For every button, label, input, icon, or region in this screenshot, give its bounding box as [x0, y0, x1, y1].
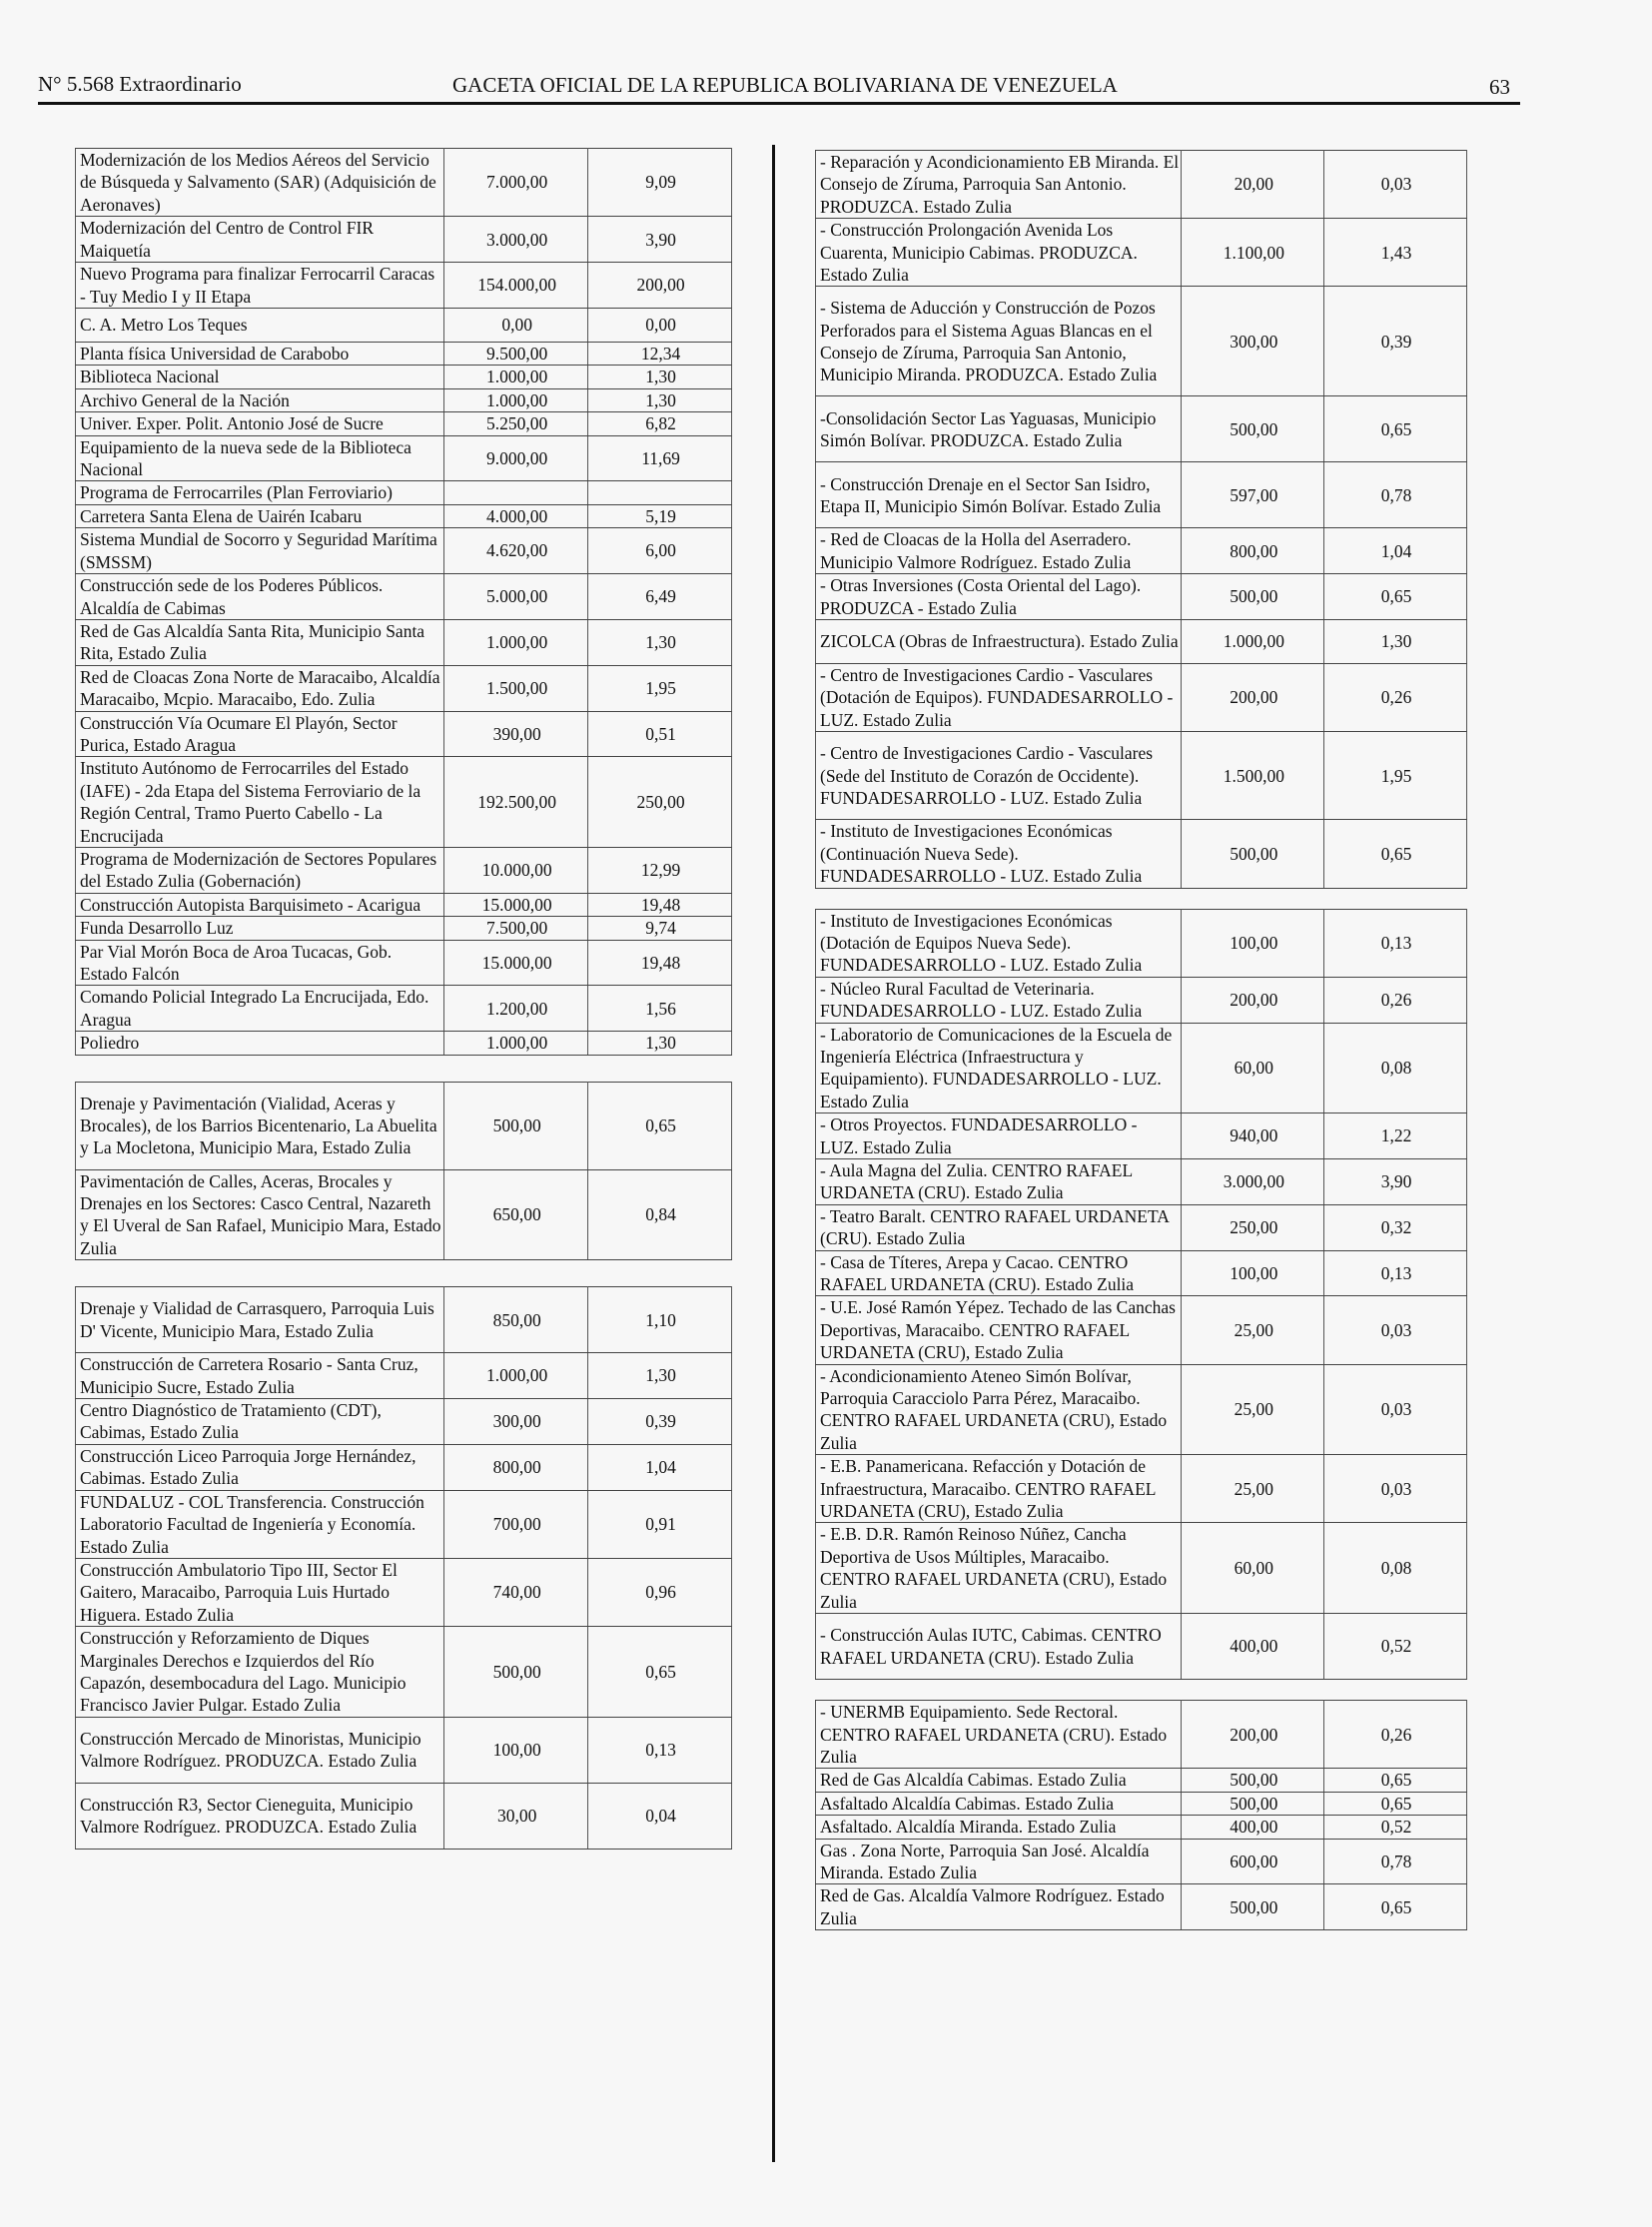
- project-description: Drenaje y Vialidad de Carrasquero, Parroquia Luis D' Vicente, Municipio Mara, Estado Zulia: [76, 1287, 444, 1353]
- project-description: Pavimentación de Calles, Aceras, Brocales y Drenajes en los Sectores: Casco Central, Nazareth y El Uveral de San Rafael, Municipio Mara, Estado Zulia: [76, 1169, 444, 1260]
- amount-value: 700,00: [444, 1490, 588, 1558]
- project-description: Construcción sede de los Poderes Públicos. Alcaldía de Cabimas: [76, 574, 444, 620]
- percentage-value: 1,30: [588, 1032, 732, 1055]
- project-description: Centro Diagnóstico de Tratamiento (CDT), Cabimas, Estado Zulia: [76, 1399, 444, 1445]
- percentage-value: 0,65: [1324, 1769, 1467, 1792]
- amount-value: 4.620,00: [444, 528, 588, 574]
- percentage-value: 5,19: [588, 504, 732, 527]
- table-row: [76, 149, 732, 217]
- project-description: - Instituto de Investigaciones Económicas (Dotación de Equipos Nueva Sede). FUNDADESARROLLO - LUZ. Estado Zulia: [816, 909, 1182, 977]
- amount-value: 192.500,00: [444, 757, 588, 848]
- percentage-value: 6,82: [588, 412, 732, 435]
- amount-value: 3.000,00: [1182, 1158, 1324, 1204]
- percentage-value: 0,52: [1324, 1816, 1467, 1839]
- project-description: Red de Cloacas Zona Norte de Maracaibo, Alcaldía Maracaibo, Mcpio. Maracaibo, Edo. Zulia: [76, 665, 444, 711]
- budget-table: [75, 1286, 732, 1850]
- percentage-value: 1,04: [1324, 528, 1467, 574]
- project-description: Construcción Ambulatorio Tipo III, Sector El Gaitero, Maracaibo, Parroquia Luis Hurtado Higuera. Estado Zulia: [76, 1558, 444, 1626]
- percentage-value: 0,52: [1324, 1614, 1467, 1680]
- project-description: - UNERMB Equipamiento. Sede Rectoral. CENTRO RAFAEL URDANETA (CRU). Estado Zulia: [816, 1701, 1182, 1769]
- table-row: [816, 620, 1467, 664]
- amount-value: 500,00: [1182, 1884, 1324, 1930]
- table-row: [76, 711, 732, 757]
- table-row: [816, 1204, 1467, 1250]
- amount-value: 1.500,00: [1182, 732, 1324, 820]
- percentage-value: 3,90: [588, 217, 732, 263]
- table-row: [76, 309, 732, 343]
- percentage-value: 0,13: [1324, 1250, 1467, 1296]
- table-row: [76, 263, 732, 309]
- project-description: Programa de Ferrocarriles (Plan Ferroviario): [76, 481, 444, 504]
- table-row: [76, 1399, 732, 1445]
- amount-value: 10.000,00: [444, 847, 588, 893]
- percentage-value: 0,13: [588, 1717, 732, 1783]
- table-row: [816, 287, 1467, 396]
- table-row: [76, 1082, 732, 1169]
- project-description: Construcción de Carretera Rosario - Santa Cruz, Municipio Sucre, Estado Zulia: [76, 1353, 444, 1399]
- project-description: Instituto Autónomo de Ferrocarriles del Estado (IAFE) - 2da Etapa del Sistema Ferroviario de la Región Central, Tramo Puerto Cabello - La Encrucijada: [76, 757, 444, 848]
- amount-value: [444, 481, 588, 504]
- project-description: Asfaltado. Alcaldía Miranda. Estado Zulia: [816, 1816, 1182, 1839]
- amount-value: 500,00: [1182, 1792, 1324, 1815]
- percentage-value: 0,65: [588, 1082, 732, 1169]
- project-description: - Casa de Títeres, Arepa y Cacao. CENTRO RAFAEL URDANETA (CRU). Estado Zulia: [816, 1250, 1182, 1296]
- table-row: [816, 664, 1467, 732]
- amount-value: 1.500,00: [444, 665, 588, 711]
- percentage-value: 1,43: [1324, 219, 1467, 287]
- table-row: [816, 1296, 1467, 1364]
- amount-value: 500,00: [1182, 1769, 1324, 1792]
- amount-value: 740,00: [444, 1558, 588, 1626]
- table-row: [76, 1169, 732, 1260]
- table-row: [816, 977, 1467, 1023]
- amount-value: 850,00: [444, 1287, 588, 1353]
- percentage-value: 0,65: [1324, 1792, 1467, 1815]
- amount-value: 200,00: [1182, 664, 1324, 732]
- percentage-value: [588, 481, 732, 504]
- table-row: [76, 917, 732, 940]
- table-row: [76, 665, 732, 711]
- percentage-value: 1,95: [588, 665, 732, 711]
- amount-value: 154.000,00: [444, 263, 588, 309]
- project-description: - E.B. Panamericana. Refacción y Dotación de Infraestructura, Maracaibo. CENTRO RAFAEL URDANETA (CRU), Estado Zulia: [816, 1455, 1182, 1523]
- amount-value: 597,00: [1182, 462, 1324, 528]
- table-row: [76, 504, 732, 527]
- table-row: [76, 1032, 732, 1055]
- percentage-value: 0,65: [588, 1627, 732, 1718]
- percentage-value: 11,69: [588, 435, 732, 481]
- table-row: [816, 1839, 1467, 1884]
- table-row: [76, 412, 732, 435]
- project-description: Construcción Autopista Barquisimeto - Acarigua: [76, 893, 444, 916]
- amount-value: 1.000,00: [444, 619, 588, 665]
- table-row: [816, 574, 1467, 620]
- table-row: [816, 1250, 1467, 1296]
- percentage-value: 250,00: [588, 757, 732, 848]
- project-description: Construcción y Reforzamiento de Diques Marginales Derechos e Izquierdos del Río Capazón, desembocadura del Lago. Municipio Francisco Javier Pulgar. Estado Zulia: [76, 1627, 444, 1718]
- percentage-value: 0,65: [1324, 820, 1467, 888]
- amount-value: 7.500,00: [444, 917, 588, 940]
- percentage-value: 0,26: [1324, 977, 1467, 1023]
- project-description: Par Vial Morón Boca de Aroa Tucacas, Gob. Estado Falcón: [76, 940, 444, 986]
- amount-value: 300,00: [1182, 287, 1324, 396]
- project-description: - Acondicionamiento Ateneo Simón Bolívar, Parroquia Caracciolo Parra Pérez, Maracaibo. CENTRO RAFAEL URDANETA (CRU), Estado Zulia: [816, 1364, 1182, 1455]
- issue-number: N° 5.568 Extraordinario: [38, 72, 242, 96]
- amount-value: 500,00: [444, 1082, 588, 1169]
- amount-value: 0,00: [444, 309, 588, 343]
- project-description: - U.E. José Ramón Yépez. Techado de las Canchas Deportivas, Maracaibo. CENTRO RAFAEL URDANETA (CRU), Estado Zulia: [816, 1296, 1182, 1364]
- amount-value: 650,00: [444, 1169, 588, 1260]
- percentage-value: 0,39: [1324, 287, 1467, 396]
- amount-value: 400,00: [1182, 1614, 1324, 1680]
- percentage-value: 1,56: [588, 986, 732, 1032]
- left-column: [75, 148, 732, 1850]
- percentage-value: 0,00: [588, 309, 732, 343]
- project-description: Archivo General de la Nación: [76, 388, 444, 411]
- table-row: [816, 151, 1467, 219]
- percentage-value: 1,30: [588, 619, 732, 665]
- table-row: [76, 1783, 732, 1849]
- project-description: Construcción R3, Sector Cieneguita, Municipio Valmore Rodríguez. PRODUZCA. Estado Zulia: [76, 1783, 444, 1849]
- amount-value: 940,00: [1182, 1114, 1324, 1159]
- percentage-value: 0,78: [1324, 1839, 1467, 1884]
- amount-value: 500,00: [1182, 820, 1324, 888]
- table-row: [816, 1816, 1467, 1839]
- table-row: [816, 1158, 1467, 1204]
- percentage-value: 0,39: [588, 1399, 732, 1445]
- percentage-value: 1,30: [588, 1353, 732, 1399]
- page-number: 63: [1489, 75, 1510, 99]
- table-row: [816, 1884, 1467, 1930]
- table-row: [76, 1627, 732, 1718]
- amount-value: 15.000,00: [444, 893, 588, 916]
- amount-value: 1.000,00: [444, 388, 588, 411]
- amount-value: 200,00: [1182, 977, 1324, 1023]
- project-description: - Laboratorio de Comunicaciones de la Escuela de Ingeniería Eléctrica (Infraestructura y Equipamiento). FUNDADESARROLLO - LUZ. Estado Zulia: [816, 1023, 1182, 1114]
- amount-value: 500,00: [1182, 574, 1324, 620]
- percentage-value: 0,08: [1324, 1023, 1467, 1114]
- project-description: Univer. Exper. Polit. Antonio José de Sucre: [76, 412, 444, 435]
- percentage-value: 0,65: [1324, 396, 1467, 462]
- amount-value: 500,00: [1182, 396, 1324, 462]
- amount-value: 25,00: [1182, 1296, 1324, 1364]
- percentage-value: 6,00: [588, 528, 732, 574]
- table-row: [76, 217, 732, 263]
- percentage-value: 0,03: [1324, 1296, 1467, 1364]
- amount-value: 1.000,00: [444, 366, 588, 388]
- amount-value: 390,00: [444, 711, 588, 757]
- percentage-value: 1,30: [1324, 620, 1467, 664]
- project-description: Modernización de los Medios Aéreos del Servicio de Búsqueda y Salvamento (SAR) (Adquisición de Aeronaves): [76, 149, 444, 217]
- amount-value: 15.000,00: [444, 940, 588, 986]
- budget-table: [815, 909, 1467, 1681]
- table-row: [816, 820, 1467, 888]
- project-description: - Instituto de Investigaciones Económicas (Continuación Nueva Sede). FUNDADESARROLLO - LUZ. Estado Zulia: [816, 820, 1182, 888]
- project-description: Construcción Mercado de Minoristas, Municipio Valmore Rodríguez. PRODUZCA. Estado Zulia: [76, 1717, 444, 1783]
- percentage-value: 1,30: [588, 388, 732, 411]
- project-description: Programa de Modernización de Sectores Populares del Estado Zulia (Gobernación): [76, 847, 444, 893]
- amount-value: 25,00: [1182, 1455, 1324, 1523]
- project-description: - Teatro Baralt. CENTRO RAFAEL URDANETA (CRU). Estado Zulia: [816, 1204, 1182, 1250]
- percentage-value: 0,04: [588, 1783, 732, 1849]
- table-row: [76, 1558, 732, 1626]
- percentage-value: 3,90: [1324, 1158, 1467, 1204]
- percentage-value: 1,10: [588, 1287, 732, 1353]
- project-description: - Otros Proyectos. FUNDADESARROLLO - LUZ. Estado Zulia: [816, 1114, 1182, 1159]
- budget-table: [815, 150, 1467, 889]
- gazette-header: [38, 70, 1520, 105]
- percentage-value: 0,13: [1324, 909, 1467, 977]
- percentage-value: 1,22: [1324, 1114, 1467, 1159]
- amount-value: 250,00: [1182, 1204, 1324, 1250]
- project-description: Red de Gas Alcaldía Cabimas. Estado Zulia: [816, 1769, 1182, 1792]
- project-description: Red de Gas Alcaldía Santa Rita, Municipio Santa Rita, Estado Zulia: [76, 619, 444, 665]
- percentage-value: 0,78: [1324, 462, 1467, 528]
- budget-table: [75, 148, 732, 1056]
- percentage-value: 0,32: [1324, 1204, 1467, 1250]
- column-separator: [772, 145, 775, 2162]
- project-description: Poliedro: [76, 1032, 444, 1055]
- amount-value: 100,00: [1182, 909, 1324, 977]
- table-row: [816, 1769, 1467, 1792]
- percentage-value: 12,99: [588, 847, 732, 893]
- percentage-value: 200,00: [588, 263, 732, 309]
- project-description: Drenaje y Pavimentación (Vialidad, Aceras y Brocales), de los Barrios Bicentenario, La Abuelita y La Mocletona, Municipio Mara, Estado Zulia: [76, 1082, 444, 1169]
- project-description: - Centro de Investigaciones Cardio - Vasculares (Dotación de Equipos). FUNDADESARROLLO - LUZ. Estado Zulia: [816, 664, 1182, 732]
- table-row: [816, 1114, 1467, 1159]
- table-row: [76, 1444, 732, 1490]
- table-row: [76, 435, 732, 481]
- percentage-value: 0,65: [1324, 574, 1467, 620]
- project-description: - Construcción Aulas IUTC, Cabimas. CENTRO RAFAEL URDANETA (CRU). Estado Zulia: [816, 1614, 1182, 1680]
- percentage-value: 0,91: [588, 1490, 732, 1558]
- table-row: [76, 757, 732, 848]
- table-row: [816, 219, 1467, 287]
- project-description: - Núcleo Rural Facultad de Veterinaria. FUNDADESARROLLO - LUZ. Estado Zulia: [816, 977, 1182, 1023]
- amount-value: 1.000,00: [444, 1032, 588, 1055]
- table-row: [76, 528, 732, 574]
- percentage-value: 19,48: [588, 893, 732, 916]
- percentage-value: 12,34: [588, 343, 732, 366]
- project-description: Comando Policial Integrado La Encrucijada, Edo. Aragua: [76, 986, 444, 1032]
- amount-value: 4.000,00: [444, 504, 588, 527]
- table-row: [76, 1490, 732, 1558]
- table-row: [816, 1792, 1467, 1815]
- table-row: [816, 462, 1467, 528]
- table-row: [76, 481, 732, 504]
- amount-value: 100,00: [444, 1717, 588, 1783]
- percentage-value: 0,84: [588, 1169, 732, 1260]
- table-row: [816, 732, 1467, 820]
- project-description: Construcción Vía Ocumare El Playón, Sector Purica, Estado Aragua: [76, 711, 444, 757]
- amount-value: 20,00: [1182, 151, 1324, 219]
- project-description: Equipamiento de la nueva sede de la Biblioteca Nacional: [76, 435, 444, 481]
- project-description: Gas . Zona Norte, Parroquia San José. Alcaldía Miranda. Estado Zulia: [816, 1839, 1182, 1884]
- amount-value: 30,00: [444, 1783, 588, 1849]
- project-description: - Red de Cloacas de la Holla del Aserradero. Municipio Valmore Rodríguez. Estado Zulia: [816, 528, 1182, 574]
- amount-value: 5.250,00: [444, 412, 588, 435]
- percentage-value: 9,74: [588, 917, 732, 940]
- project-description: - Construcción Prolongación Avenida Los Cuarenta, Municipio Cabimas. PRODUZCA. Estado Zulia: [816, 219, 1182, 287]
- amount-value: 25,00: [1182, 1364, 1324, 1455]
- amount-value: 100,00: [1182, 1250, 1324, 1296]
- amount-value: 300,00: [444, 1399, 588, 1445]
- project-description: Funda Desarrollo Luz: [76, 917, 444, 940]
- table-row: [816, 1523, 1467, 1614]
- amount-value: 60,00: [1182, 1523, 1324, 1614]
- percentage-value: 1,30: [588, 366, 732, 388]
- table-row: [76, 1353, 732, 1399]
- project-description: - Sistema de Aducción y Construcción de Pozos Perforados para el Sistema Aguas Blancas en el Consejo de Zíruma, Parroquia San Antonio, Municipio Miranda. PRODUZCA. Estado Zulia: [816, 287, 1182, 396]
- percentage-value: 19,48: [588, 940, 732, 986]
- amount-value: 400,00: [1182, 1816, 1324, 1839]
- table-row: [76, 893, 732, 916]
- table-row: [76, 847, 732, 893]
- budget-table: [75, 1082, 732, 1261]
- percentage-value: 6,49: [588, 574, 732, 620]
- percentage-value: 0,26: [1324, 664, 1467, 732]
- amount-value: 5.000,00: [444, 574, 588, 620]
- amount-value: 1.000,00: [1182, 620, 1324, 664]
- table-row: [76, 1287, 732, 1353]
- table-row: [76, 574, 732, 620]
- table-row: [76, 619, 732, 665]
- project-description: - Reparación y Acondicionamiento EB Miranda. El Consejo de Zíruma, Parroquia San Antonio. PRODUZCA. Estado Zulia: [816, 151, 1182, 219]
- gazette-title: GACETA OFICIAL DE LA REPUBLICA BOLIVARIANA DE VENEZUELA: [452, 73, 1118, 97]
- amount-value: 200,00: [1182, 1701, 1324, 1769]
- project-description: Red de Gas. Alcaldía Valmore Rodríguez. Estado Zulia: [816, 1884, 1182, 1930]
- project-description: FUNDALUZ - COL Transferencia. Construcción Laboratorio Facultad de Ingeniería y Economía. Estado Zulia: [76, 1490, 444, 1558]
- table-row: [816, 1614, 1467, 1680]
- amount-value: 800,00: [1182, 528, 1324, 574]
- table-row: [76, 343, 732, 366]
- table-row: [816, 1455, 1467, 1523]
- amount-value: 500,00: [444, 1627, 588, 1718]
- project-description: Construcción Liceo Parroquia Jorge Hernández, Cabimas. Estado Zulia: [76, 1444, 444, 1490]
- table-row: [76, 1717, 732, 1783]
- amount-value: 3.000,00: [444, 217, 588, 263]
- percentage-value: 0,96: [588, 1558, 732, 1626]
- amount-value: 9.000,00: [444, 435, 588, 481]
- project-description: Nuevo Programa para finalizar Ferrocarril Caracas - Tuy Medio I y II Etapa: [76, 263, 444, 309]
- table-row: [816, 528, 1467, 574]
- table-row: [816, 1701, 1467, 1769]
- percentage-value: 1,95: [1324, 732, 1467, 820]
- table-row: [816, 396, 1467, 462]
- project-description: Carretera Santa Elena de Uairén Icabaru: [76, 504, 444, 527]
- percentage-value: 0,03: [1324, 1455, 1467, 1523]
- amount-value: 600,00: [1182, 1839, 1324, 1884]
- table-row: [76, 940, 732, 986]
- percentage-value: 0,65: [1324, 1884, 1467, 1930]
- table-row: [76, 388, 732, 411]
- percentage-value: 0,08: [1324, 1523, 1467, 1614]
- project-description: - Construcción Drenaje en el Sector San Isidro, Etapa II, Municipio Simón Bolívar. Estado Zulia: [816, 462, 1182, 528]
- percentage-value: 0,51: [588, 711, 732, 757]
- table-row: [76, 986, 732, 1032]
- project-description: Modernización del Centro de Control FIR Maiquetía: [76, 217, 444, 263]
- right-column: [815, 150, 1467, 1930]
- project-description: - Aula Magna del Zulia. CENTRO RAFAEL URDANETA (CRU). Estado Zulia: [816, 1158, 1182, 1204]
- project-description: Asfaltado Alcaldía Cabimas. Estado Zulia: [816, 1792, 1182, 1815]
- project-description: Sistema Mundial de Socorro y Seguridad Marítima (SMSSM): [76, 528, 444, 574]
- project-description: -Consolidación Sector Las Yaguasas, Municipio Simón Bolívar. PRODUZCA. Estado Zulia: [816, 396, 1182, 462]
- table-row: [816, 909, 1467, 977]
- table-row: [816, 1364, 1467, 1455]
- table-row: [816, 1023, 1467, 1114]
- project-description: - Otras Inversiones (Costa Oriental del Lago). PRODUZCA - Estado Zulia: [816, 574, 1182, 620]
- amount-value: 1.000,00: [444, 1353, 588, 1399]
- table-row: [76, 366, 732, 388]
- project-description: Biblioteca Nacional: [76, 366, 444, 388]
- percentage-value: 0,03: [1324, 151, 1467, 219]
- amount-value: 1.100,00: [1182, 219, 1324, 287]
- project-description: Planta física Universidad de Carabobo: [76, 343, 444, 366]
- budget-table: [815, 1700, 1467, 1930]
- amount-value: 800,00: [444, 1444, 588, 1490]
- percentage-value: 1,04: [588, 1444, 732, 1490]
- percentage-value: 0,03: [1324, 1364, 1467, 1455]
- percentage-value: 9,09: [588, 149, 732, 217]
- project-description: - E.B. D.R. Ramón Reinoso Núñez, Cancha Deportiva de Usos Múltiples, Maracaibo. CENTRO RAFAEL URDANETA (CRU), Estado Zulia: [816, 1523, 1182, 1614]
- project-description: C. A. Metro Los Teques: [76, 309, 444, 343]
- percentage-value: 0,26: [1324, 1701, 1467, 1769]
- amount-value: 9.500,00: [444, 343, 588, 366]
- project-description: ZICOLCA (Obras de Infraestructura). Estado Zulia: [816, 620, 1182, 664]
- project-description: - Centro de Investigaciones Cardio - Vasculares (Sede del Instituto de Corazón de Occidente). FUNDADESARROLLO - LUZ. Estado Zulia: [816, 732, 1182, 820]
- amount-value: 1.200,00: [444, 986, 588, 1032]
- amount-value: 7.000,00: [444, 149, 588, 217]
- amount-value: 60,00: [1182, 1023, 1324, 1114]
